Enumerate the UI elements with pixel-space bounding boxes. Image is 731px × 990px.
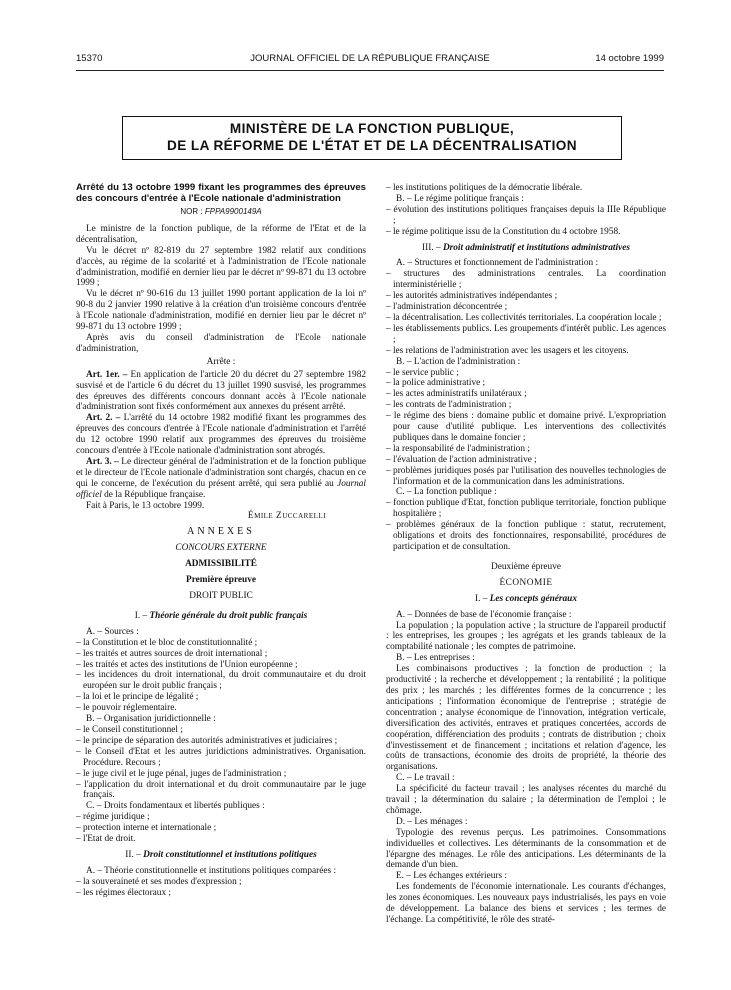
list-item: – le pouvoir réglementaire. — [76, 703, 177, 714]
article-3-text-a: Le directeur général de l'administration et de la fonction publique et le directeur de l'Ecole nationale d'administration sont chargés, chacun en ce qui le concerne, de l'exécution du présent arrêté, qui sera publié au — [76, 456, 367, 489]
list-item: – la responsabilité de l'administration ; — [386, 443, 530, 454]
section-2-heading — [76, 850, 366, 861]
list-item: – les relations de l'administration avec les usagers et les citoyens. — [386, 345, 629, 356]
section-2-num: II. – — [125, 849, 141, 860]
article-1 — [76, 370, 366, 414]
page-number: 15370 — [76, 53, 103, 64]
nor-code: FPPA9900149A — [204, 207, 262, 216]
journal-officiel-ref: Journal officiel — [76, 478, 366, 500]
list-item: – le régime politique issu de la Constitution du 4 octobre 1958. — [386, 226, 621, 237]
list-item: – la Constitution et le bloc de constitutionnalité ; — [76, 637, 258, 648]
admissibilite: ADMISSIBILITÉ — [185, 559, 257, 570]
paragraph: Vu le décret nº 82-819 du 27 septembre 1982 relatif aux conditions d'accès, au régime de la scolarité et à l'administration de l'Ecole nationale d'administration, modifié en dernier lieu par le décret nº 99-871 du 13 octobre 1999 ; — [76, 245, 366, 289]
list-item: – la police administrative ; — [386, 378, 486, 389]
list-item: – les actes administratifs unilatéraux ; — [386, 389, 527, 400]
nor-label: NOR : — [180, 207, 203, 216]
paragraph: Le ministre de la fonction publique, de la réforme de l'Etat et de la décentralisation, — [76, 223, 366, 245]
signature: Émile Zuccarelli — [247, 511, 326, 522]
list-item: – le Conseil d'Etat et les autres juridictions administratives. Organisation. Procédure. Recours ; — [76, 746, 366, 768]
list-item: – évolution des institutions politiques françaises depuis la IIIe République ; — [386, 204, 666, 226]
paragraph: Vu le décret nº 90-616 du 13 juillet 1990 portant application de la loi nº 90-8 du 2 janvier 1990 relative à la création d'un troisième concours d'entrée à l'Ecole nationale d'administration, modifié en dernier lieu par le décret nº 99-871 du 13 octobre 1999 ; — [76, 289, 366, 333]
list-item: – l'administration déconcentrée ; — [386, 302, 508, 313]
article-3 — [76, 457, 366, 501]
paragraph: Les fondements de l'économie internationale. Les courants d'échanges, les zones économiques. Les nouveaux pays industrialisés, les pays en voie de développement. La balance des biens et services ; les termes de l'échange. La compétitivité, le rôle des straté- — [386, 882, 666, 925]
list-item: – la souveraineté et ses modes d'expression ; — [76, 876, 242, 887]
paragraph: Typologie des revenus perçus. Les patrimoines. Consommations individuelles et collectives. Les déterminants de la consommation et de l'épargne des ménages. Le rôle des anticipations. Les déterminants de la demande d'un bien. — [386, 827, 666, 871]
nor-line — [76, 207, 366, 218]
list-item: – le service public ; — [386, 367, 459, 378]
concours-externe: CONCOURS EXTERNE — [175, 543, 267, 554]
ministry-line-2: DE LA RÉFORME DE L'ÉTAT ET DE LA DÉCENTRALISATION — [167, 138, 577, 153]
section-3-title: Droit administratif et institutions administratives — [442, 242, 630, 253]
section-1-title: Théorie générale du droit public français — [149, 610, 308, 621]
article-2-text: L'arrêté du 14 octobre 1982 modifié fixant les programmes des épreuves des concours d'entrée à l'Ecole nationale d'administration et l'arrêté du 12 octobre 1990 relatif aux programmes des épreuves du troisième concours d'entrée à l'Ecole nationale d'administration sont abrogés. — [76, 413, 366, 457]
list-item: – les incidences du droit international, du droit communautaire et du droit européen sur le droit public français ; — [76, 670, 366, 692]
subheading: A. – Structures et fonctionnement de l'administration : — [396, 258, 599, 269]
list-item: – les institutions politiques de la démocratie libérale. — [386, 183, 583, 193]
list-item: – problèmes juridiques posés par l'utilisation des nouvelles technologies de l'information et de la communication dans les administrations. — [386, 465, 666, 487]
list-item: – le Conseil constitutionnel ; — [76, 724, 183, 735]
article-3-text-b: de la République française. — [104, 489, 206, 500]
list-item: – protection interne et internationale ; — [76, 823, 217, 834]
section-3-heading — [386, 243, 666, 254]
arrete-title: Arrêté du 13 octobre 1999 fixant les programmes des épreuves des concours d'entrée à l'Ecole nationale d'administration — [76, 182, 366, 204]
list-item: – l'Etat de droit. — [76, 834, 136, 845]
header-rule — [76, 70, 664, 71]
subheading: B. – Organisation juridictionnelle : — [86, 714, 216, 725]
list-item: – le juge civil et le juge pénal, juges de l'administration ; — [76, 768, 287, 779]
fait-a-paris: Fait à Paris, le 13 octobre 1999. — [86, 500, 205, 511]
droit-public: DROIT PUBLIC — [189, 591, 253, 601]
arrete-word: Arrête : — [206, 356, 236, 367]
list-item: – régime juridique ; — [76, 812, 150, 823]
article-2 — [76, 413, 366, 457]
article-3-label: Art. 3. – — [86, 456, 119, 467]
right-column — [386, 183, 666, 926]
subheading: D. – Les ménages : — [396, 816, 468, 827]
left-column — [76, 183, 366, 899]
section-1-num: I. – — [134, 610, 148, 621]
list-item: – les traités et actes des institutions de l'Union européenne ; — [76, 659, 298, 670]
list-item: – l'évaluation de l'action administrative ; — [386, 454, 537, 465]
section-2-title: Droit constitutionnel et institutions politiques — [143, 849, 317, 860]
economie-section-1 — [386, 594, 666, 605]
annexes-heading: ANNEXES — [187, 526, 255, 538]
deuxieme-epreuve: Deuxième épreuve — [491, 561, 561, 572]
subheading: C. – Le travail : — [396, 773, 455, 784]
subheading: B. – L'action de l'administration : — [396, 356, 521, 367]
economie-section-1-num: I. – — [474, 593, 488, 604]
list-item: – les établissements publics. Les groupements d'intérêt public. Les agences ; — [386, 323, 666, 345]
list-item: – la décentralisation. Les collectivités territoriales. La coopération locale ; — [386, 312, 662, 323]
list-item: – fonction publique d'Etat, fonction publique territoriale, fonction publique hospitalière ; — [386, 498, 666, 520]
subheading: C. – Droits fondamentaux et libertés publiques : — [86, 801, 265, 812]
list-item: – la loi et le principe de légalité ; — [76, 692, 199, 703]
economie-section-1-title: Les concepts généraux — [489, 593, 577, 604]
ministry-line-1: MINISTÈRE DE LA FONCTION PUBLIQUE, — [229, 121, 515, 136]
list-item: – le régime des biens : domaine public et domaine privé. L'expropriation pour cause d'utilité publique. Les interventions des collectivités publiques dans le domaine foncier ; — [386, 411, 666, 443]
subheading: B. – Le régime politique français : — [396, 193, 524, 204]
paragraph: La spécificité du facteur travail ; les analyses récentes du marché du travail ; la détermination du salaire ; la détermination de l'emploi ; le chômage. — [386, 784, 666, 816]
subheading: B. – Les entreprises : — [396, 653, 475, 664]
issue-date: 14 octobre 1999 — [595, 53, 664, 64]
list-item: – les contrats de l'administration ; — [386, 400, 512, 411]
list-item: – les autorités administratives indépendantes ; — [386, 291, 558, 302]
economie-heading: ÉCONOMIE — [499, 577, 553, 588]
paragraph: Après avis du conseil d'administration de l'Ecole nationale d'administration, — [76, 332, 366, 354]
paragraph: Les combinaisons productives ; la fonction de production ; la productivité ; la recherche et développement ; la rentabilité ; la politique des prix ; les marchés ; les différentes formes de la concurrence ; les anticipations ; l'information économique de l'entreprise ; stratégie de concentration ; analyse économique de l'innovation, intégration verticale, diversification des activités, entraves et pratiques concertées, accords de coopération, différenciation des produits ; contrats de distribution ; choix d'investissement et de financement ; incitations et relation d'agence, les coûts de transactions, économie des droits de propriété, la théorie des organisations. — [386, 664, 666, 773]
list-item: – les traités et autres sources de droit international ; — [76, 648, 268, 659]
article-1-text: En application de l'article 20 du décret du 27 septembre 1982 susvisé et de l'article 6 du décret du 13 juillet 1990 susvisé, les programmes des épreuves des différents concours donnant accès à l'Ecole nationale d'administration sont fixés conformément aux annexes du présent arrêté. — [76, 369, 366, 413]
list-item: – le principe de séparation des autorités administratives et judiciaires ; — [76, 735, 338, 746]
list-item: – structures des administrations centrales. La coordination interministérielle ; — [386, 269, 666, 291]
subheading: A. – Théorie constitutionnelle et institutions politiques comparées : — [86, 865, 337, 876]
journal-title: JOURNAL OFFICIEL DE LA RÉPUBLIQUE FRANÇAISE — [250, 53, 490, 64]
article-2-label: Art. 2. – — [86, 413, 121, 424]
subheading: C. – La fonction publique : — [396, 487, 497, 498]
subheading: A. – Sources : — [86, 626, 139, 637]
subheading: E. – Les échanges extérieurs : — [396, 871, 507, 882]
list-item: – l'application du droit international et du droit communautaire par le juge français. — [76, 779, 366, 801]
ministry-box — [122, 116, 622, 160]
section-3-num: III. – — [422, 242, 441, 253]
list-item: – les régimes électoraux ; — [76, 887, 171, 898]
premiere-epreuve: Première épreuve — [186, 575, 256, 586]
paragraph: La population ; la population active ; la structure de l'appareil productif : les entreprises, les groupes ; les agrégats et les grands tableaux de la comptabilité nationale ; les comptes de patrimoine. — [386, 620, 666, 653]
article-1-label: Art. 1er. – — [86, 369, 128, 380]
section-1-heading — [76, 611, 366, 622]
subheading: A. – Données de base de l'économie française : — [396, 609, 572, 620]
list-item: – problèmes généraux de la fonction publique : statut, recrutement, obligations et droits des fonctionnaires, responsabilité, procédures de participation et de consultation. — [386, 520, 666, 552]
page-header — [76, 53, 664, 67]
